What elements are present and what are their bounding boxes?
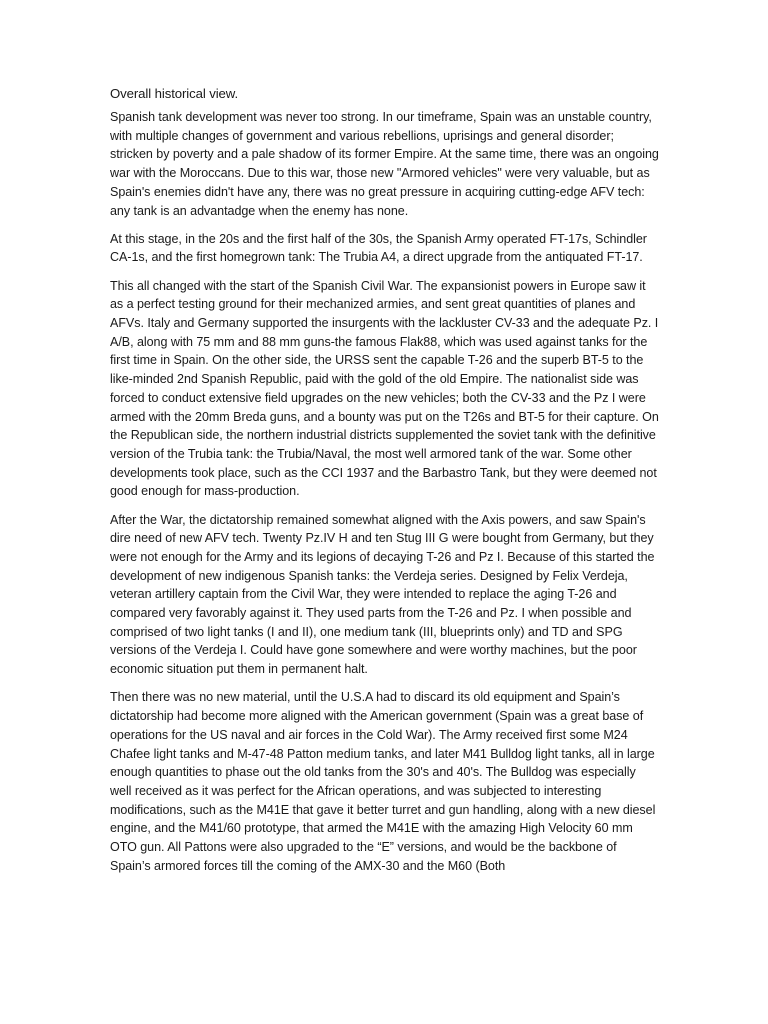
paragraph-20s-30s: At this stage, in the 20s and the first half of the 30s, the Spanish Army operated FT-17s, Schindler CA-1s, and the first homegrown tank: The Trubia A4, a direct upgrade from the antiquated FT-17. <box>110 231 647 265</box>
document-page <box>110 84 660 885</box>
paragraph-cold-war: Then there was no new material, until the U.S.A had to discard its old equipment and Spain’s dictatorship had become more aligned with the American government (Spain was a great base of operations for the US naval and air forces in the Cold War). The Army received first some M24 Chafee light tanks and M-47-48 Patton medium tanks, and later M41 Bulldog light tanks, all in large enough quantities to phase out the old tanks from the 30's and 40's. The Bulldog was especially well received as it was perfect for the African operations, and was subjected to interesting modifications, such as the M41E that gave it better turret and gun handling, along with a new diesel engine, and the M41/60 prototype, that armed the M41E with the amazing High Velocity 60 mm OTO gun. All Pattons were also upgraded to the “E” versions, and would be the backbone of Spain’s armored forces till the coming of the AMX-30 and the M60 (Both <box>110 690 656 873</box>
section-heading: Overall historical view. <box>110 86 239 101</box>
paragraph-civil-war: This all changed with the start of the Spanish Civil War. The expansionist powers in Europe saw it as a perfect testing ground for their mechanized armies, and sent great quantities of planes and AFVs. Italy and Germany supported the insurgents with the lackluster CV-33 and the adequate Pz. I A/B, along with 75 mm and 88 mm guns-the famous Flak88, which was used against tanks for the first time in Spain. On the other side, the URSS sent the capable T-26 and the superb BT-5 to the like-minded 2nd Spanish Republic, paid with the gold of the old Empire. The nationalist side was forced to conduct extensive field upgrades on the new vehicles; both the CV-33 and the Pz I were armed with the 20mm Breda guns, and a bounty was put on the T26s and BT-5 for their capture. On the Republican side, the northern industrial districts supplemented the soviet tank with the definitive version of the Trubia tank: the Trubia/Naval, the most well armored tank of the war. Some other developments took place, such as the CCI 1937 and the Barbastro Tank, but they were deemed not good enough for mass-production. <box>110 278 659 499</box>
paragraph-post-war: After the War, the dictatorship remained somewhat aligned with the Axis powers, and saw Spain's dire need of new AFV tech. Twenty Pz.IV H and ten Stug III G were bought from Germany, but they were not enough for the Army and its legions of decaying T-26 and Pz I. Because of this started the development of new indigenous Spanish tanks: the Verdeja series. Designed by Felix Verdeja, veteran artillery captain from the Civil War, they were intended to replace the aging T-26 and compared very favorably against it. They used parts from the T-26 and Pz. I when possible and comprised of two light tanks (I and II), one medium tank (III, blueprints only) and TD and SPG versions of the Verdeja I. Could have gone somewhere and were worthy machines, but the poor economic situation put them in permanent halt. <box>110 512 655 677</box>
paragraph-early-development: Spanish tank development was never too strong. In our timeframe, Spain was an unstable country, with multiple changes of government and various rebellions, uprisings and general disorder; stricken by poverty and a pale shadow of its former Empire. At the same time, there was an ongoing war with the Moroccans. Due to this war, those new "Armored vehicles" were very valuable, but as Spain's enemies didn't have any, there was no great pressure in acquiring cutting-edge AFV tech: any tank is an advantadge when the enemy has none. <box>110 110 659 218</box>
